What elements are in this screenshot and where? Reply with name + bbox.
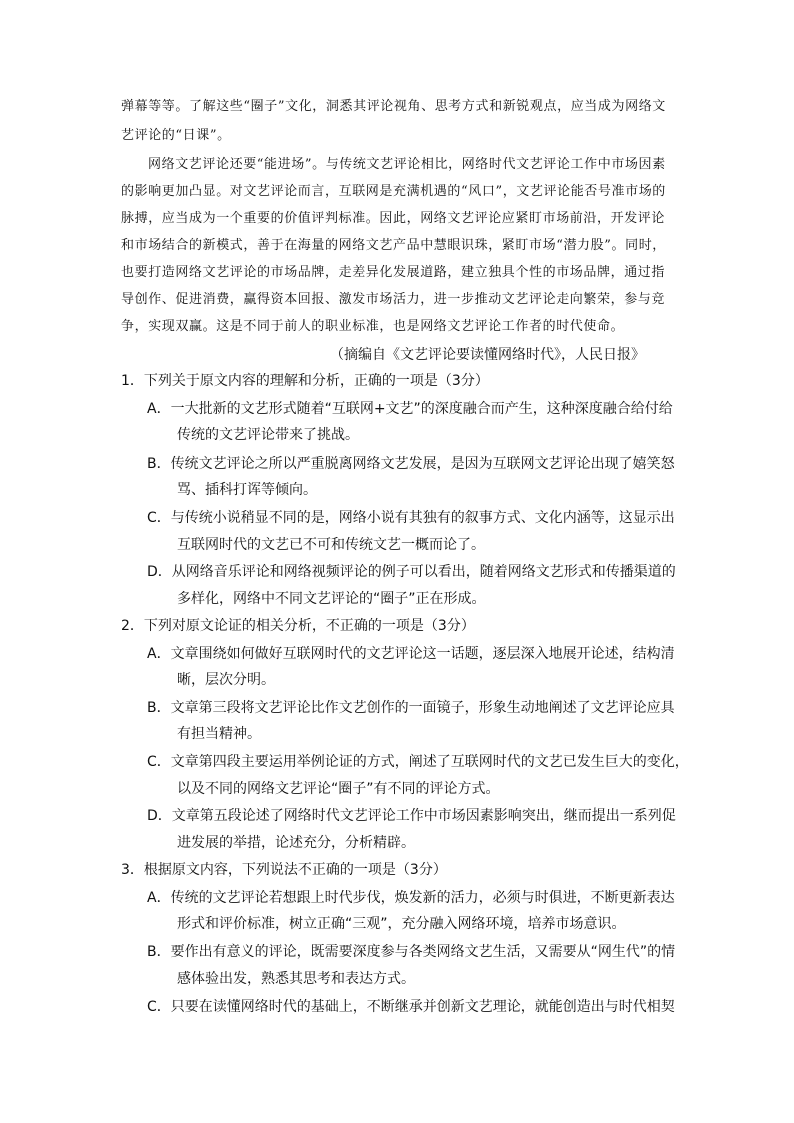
question-1-option-a-cont: 传统的文艺评论带来了挑战。 — [177, 427, 359, 443]
question-1-option-a: A．一大批新的文艺形式随着“互联网+文艺”的深度融合而产生，这种深度融合给付给 — [147, 401, 673, 417]
question-3-option-c: C．只要在读懂网络时代的基础上，不断继承并创新文艺理论，就能创造出与时代相契 — [147, 999, 675, 1015]
passage-line: 导创作、促进消费，赢得资本回报、激发市场活力，进一步推动文艺评论走向繁荣，参与竞 — [121, 292, 666, 307]
question-2-stem: 2．下列对原文论证的相关分析，不正确的一项是（3分） — [121, 618, 475, 634]
passage-line: 争，实现双赢。这是不同于前人的职业标准，也是网络文艺评论工作者的时代使命。 — [121, 319, 625, 334]
question-1-option-d-cont: 多样化，网络中不同文艺评论的“圈子”正在形成。 — [177, 591, 486, 607]
passage-line: 的影响更加凸显。对文艺评论而言，互联网是充满机遇的“风口”，文艺评论能否号准市场的 — [121, 184, 666, 199]
question-2-option-c: C．文章第四段主要运用举例论证的方式，阐述了互联网时代的文艺已发生巨大的变化， — [147, 754, 689, 770]
question-2-option-b-cont: 有担当精神。 — [177, 726, 261, 742]
question-1-option-b-cont: 骂、插科打诨等倾向。 — [177, 482, 317, 498]
question-3-option-b-cont: 感体验出发，熟悉其思考和表达方式。 — [177, 971, 415, 987]
question-1-option-c: C．与传统小说稍显不同的是，网络小说有其独有的叙事方式、文化内涵等，这显示出 — [147, 510, 675, 526]
passage-line: 艺评论的“日课”。 — [121, 128, 231, 143]
question-2-option-a-cont: 晰，层次分明。 — [177, 672, 275, 688]
passage-line: 脉搏，应当成为一个重要的价值评判标准。因此，网络文艺评论应紧盯市场前沿，开发评论 — [121, 211, 666, 226]
question-1-option-b: B．传统文艺评论之所以严重脱离网络文艺发展，是因为互联网文艺评论出现了嬉笑怒 — [147, 456, 675, 472]
question-2-option-b: B．文章第三段将文艺评论比作文艺创作的一面镜子，形象生动地阐述了文艺评论应具 — [147, 700, 675, 716]
question-2-option-d: D．文章第五段论述了网络时代文艺评论工作中市场因素影响突出，继而提出一系列促 — [147, 808, 676, 824]
question-3-option-b: B．要作出有意义的评论，既需要深度参与各类网络文艺生活，又需要从“网生代”的情 — [147, 944, 676, 960]
question-1-option-c-cont: 互联网时代的文艺已不可和传统文艺一概而论了。 — [177, 537, 485, 553]
source-citation: （摘编自《文艺评论要读懂网络时代》，人民日报》 — [330, 347, 645, 363]
question-2-option-d-cont: 进发展的举措，论述充分，分析精辟。 — [177, 835, 415, 851]
question-1-stem: 1．下列关于原文内容的理解和分析，正确的一项是（3分） — [121, 373, 489, 389]
passage-line: 也要打造网络文艺评论的市场品牌，走差异化发展道路，建立独具个性的市场品牌，通过指 — [121, 265, 666, 280]
question-2-option-a: A．文章围绕如何做好互联网时代的文艺评论这一话题，逐层深入地展开论述，结构清 — [147, 646, 675, 662]
passage-line: 和市场结合的新模式，善于在海量的网络文艺产品中慧眼识珠，紧盯市场“潜力股”。同时， — [121, 238, 666, 253]
question-3-option-a: A．传统的文艺评论若想跟上时代步伐，焕发新的活力，必须与时俱进，不断更新表达 — [147, 890, 675, 906]
question-3-option-a-cont: 形式和评价标准，树立正确“三观”，充分融入网络环境，培养市场意识。 — [177, 916, 626, 932]
question-3-stem: 3．根据原文内容，下列说法不正确的一项是（3分） — [121, 862, 447, 878]
passage-line: 网络文艺评论还要“能进场”。与传统文艺评论相比，网络时代文艺评论工作中市场因素 — [148, 157, 666, 172]
question-2-option-c-cont: 以及不同的网络文艺评论“圈子”有不同的评论方式。 — [177, 781, 500, 797]
passage-line: 弹幕等等。了解这些“圈子”文化，洞悉其评论视角、思考方式和新锐观点，应当成为网络文 — [121, 99, 666, 114]
question-1-option-d: D．从网络音乐评论和网络视频评论的例子可以看出，随着网络文艺形式和传播渠道的 — [147, 564, 676, 580]
